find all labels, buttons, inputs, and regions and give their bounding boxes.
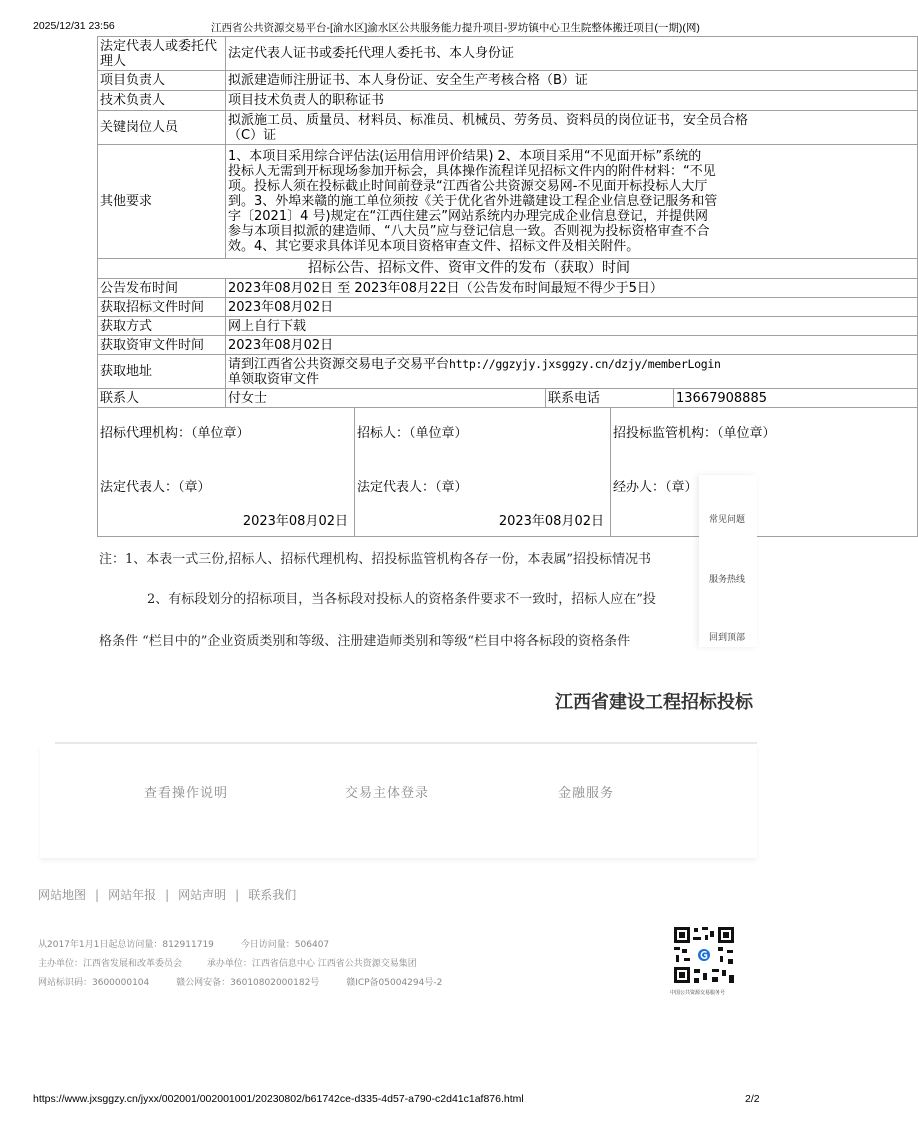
signature-date: 2023年08月02日: [498, 513, 604, 529]
signature-org: 招投标监管机构：（单位章）: [613, 425, 776, 441]
row-label: 公告发布时间: [98, 279, 226, 298]
signature-date: 2023年08月02日: [242, 513, 348, 529]
signature-cell: [355, 407, 611, 536]
qr-code: [672, 925, 736, 985]
signature-cell: [611, 407, 918, 536]
phone-label: 联系电话: [546, 389, 674, 408]
row-label: 获取资审文件时间: [98, 336, 226, 355]
today-visits: 506407: [294, 940, 330, 950]
signature-rep: 经办人：（章）: [613, 479, 698, 495]
note-line: 注：1、本表一式三份,招标人、招标代理机构、招投标监管机构各存一份，本表属”招投标情况书: [99, 552, 652, 567]
section-heading: 招标公告、招标文件、资审文件的发布（获取）时间: [98, 259, 918, 279]
requirement-line: 投标人无需到开标现场参加开标会，具体操作流程详见招标文件内的附件材料：“不见: [228, 164, 716, 179]
separator: |: [95, 888, 100, 902]
note-line: 格条件 “栏目中的”企业资质类别和等级、注册建造师类别和等级“栏目中将各标段的资格条件: [99, 634, 631, 649]
requirement-line: 效。4、其它要求具体详见本项目资格审查文件、招标文件及相关附件。: [228, 239, 640, 254]
icp-record[interactable]: 赣ICP备05004294号-2: [346, 978, 443, 988]
address-prefix: 请到江西省公共资源交易电子交易平台: [228, 356, 450, 372]
faq-button[interactable]: 常见问题: [709, 515, 746, 525]
signature-row: [98, 407, 918, 536]
annual-report-link[interactable]: 网站年报: [108, 888, 157, 902]
table-row: [98, 279, 918, 298]
contact-value: 付女士: [226, 389, 546, 408]
contact-us-link[interactable]: 联系我们: [248, 888, 297, 902]
row-value: [226, 111, 918, 145]
hotline-button[interactable]: 服务热线: [709, 575, 746, 585]
financial-services-link[interactable]: 金融服务: [558, 786, 615, 801]
print-header: [0, 20, 793, 34]
total-visits: 812911719: [162, 940, 214, 950]
row-value: 法定代表人证书或委托代理人委托书、本人身份证: [226, 37, 918, 71]
signature-rep: 法定代表人：（章）: [100, 479, 211, 495]
table-row: [98, 37, 918, 71]
row-value: 项目技术负责人的职称证书: [226, 91, 918, 111]
operation-guide-link[interactable]: 查看操作说明: [144, 786, 229, 801]
separator: |: [165, 888, 170, 902]
visit-stats: [38, 937, 329, 950]
row-label: 项目负责人: [98, 71, 226, 91]
table-row: [98, 389, 918, 408]
row-label: 技术负责人: [98, 91, 226, 111]
signature-rep: 法定代表人：（章）: [357, 479, 468, 495]
site-id: 网站标识码：3600000104: [38, 978, 150, 988]
row-value: 2023年08月02日: [226, 298, 918, 317]
police-record: 赣公网安备：36010802000182号: [176, 978, 320, 988]
table-row: [98, 91, 918, 111]
table-row: [98, 298, 918, 317]
floating-help-panel: [699, 475, 757, 647]
phone-value: 13667908885: [674, 389, 918, 408]
other-requirements: [226, 145, 918, 259]
requirement-line: 1、本项目采用综合评估法(运用信用评价结果) 2、本项目采用“不见面开标”系统的: [228, 149, 702, 164]
row-value-text: 拟派施工员、质量员、材料员、标准员、机械员、劳务员、资料员的岗位证书，安全员合格（C）证: [228, 112, 749, 143]
row-value: 网上自行下载: [226, 317, 918, 336]
platform-link[interactable]: http://ggzyjy.jxsggzy.cn/dzjy/memberLogin: [449, 356, 721, 371]
signature-cell: [98, 407, 355, 536]
qr-caption: 中国公共资源交易服务号: [670, 990, 726, 996]
signature-org: 招标人：（单位章）: [357, 425, 468, 441]
registrations: [38, 975, 442, 988]
back-to-top-button[interactable]: 回到顶部: [709, 633, 746, 643]
page-number: 2/2: [745, 1093, 760, 1105]
footer-links: [38, 886, 296, 903]
row-value: 2023年08月02日: [226, 336, 918, 355]
print-url: https://www.jxsggzy.cn/jyxx/002001/002001001/20230802/b61742ce-d335-4d57-a790-c2d41c1af876.html: [33, 1093, 524, 1105]
requirement-line: 到。3、外埠来赣的施工单位须按《关于优化省外进赣建设工程企业信息登记服务和管: [228, 194, 718, 209]
requirement-line: 项。投标人须在投标截止时间前登录“江西省公共资源交易网-不见面开标投标人大厅: [228, 179, 708, 194]
table-row: [98, 111, 918, 145]
table-row: [98, 336, 918, 355]
row-value: 拟派建造师注册证书、本人身份证、安全生产考核合格（B）证: [226, 71, 918, 91]
contact-label: 联系人: [98, 389, 226, 408]
row-value: 2023年08月02日 至 2023年08月22日（公告发布时间最短不得少于5日）: [226, 279, 918, 298]
row-label: 其他要求: [98, 145, 226, 259]
section-heading-row: [98, 259, 918, 279]
separator: |: [235, 888, 240, 902]
signature-org: 招标代理机构：（单位章）: [100, 425, 250, 441]
table-row: [98, 145, 918, 259]
sponsor: 主办单位：江西省发展和改革委员会: [38, 959, 183, 969]
trading-login-link[interactable]: 交易主体登录: [345, 786, 430, 801]
site-title: 江西省建设工程招标投标: [555, 692, 753, 713]
row-label: 关键岗位人员: [98, 111, 226, 145]
announcement-table: [97, 36, 918, 408]
row-value: [226, 355, 918, 389]
note-line: 2、有标段划分的招标项目，当各标段对投标人的资格条件要求不一致时，招标人应在”投: [147, 592, 656, 607]
requirement-line: 参与本项目拟派的建造师、“八大员”应与登记信息一致。否则视为投标资格审查不合: [228, 224, 710, 239]
table-row: [98, 317, 918, 336]
sitemap-link[interactable]: 网站地图: [38, 888, 87, 902]
table-row: [98, 355, 918, 389]
print-datetime: 2025/12/31 23:56: [33, 20, 115, 32]
announcement-table-container: [97, 36, 776, 542]
quick-links: [40, 744, 757, 858]
total-visits-label: 从2017年1月1日起总访问量：: [38, 940, 163, 950]
row-label: 获取招标文件时间: [98, 298, 226, 317]
organizer: 承办单位：江西省信息中心 江西省公共资源交易集团: [206, 959, 417, 969]
table-row: [98, 71, 918, 91]
print-page-title: 江西省公共资源交易平台-[渝水区]渝水区公共服务能力提升项目-罗坊镇中心卫生院整体搬迁项目(一期)(网): [211, 22, 700, 34]
row-label: 获取地址: [98, 355, 226, 389]
signature-table: [97, 407, 918, 537]
statement-link[interactable]: 网站声明: [178, 888, 227, 902]
row-label: 法定代表人或委托代理人: [98, 37, 226, 71]
organizers: [38, 956, 417, 969]
address-suffix: 单领取资审文件: [228, 371, 320, 387]
requirement-line: 字〔2021〕4 号)规定在“江西住建云”网站系统内办理完成企业信息登记，并提供网: [228, 209, 709, 224]
notes: [97, 548, 757, 648]
today-visits-label: 今日访问量：: [240, 940, 295, 950]
row-label: 获取方式: [98, 317, 226, 336]
